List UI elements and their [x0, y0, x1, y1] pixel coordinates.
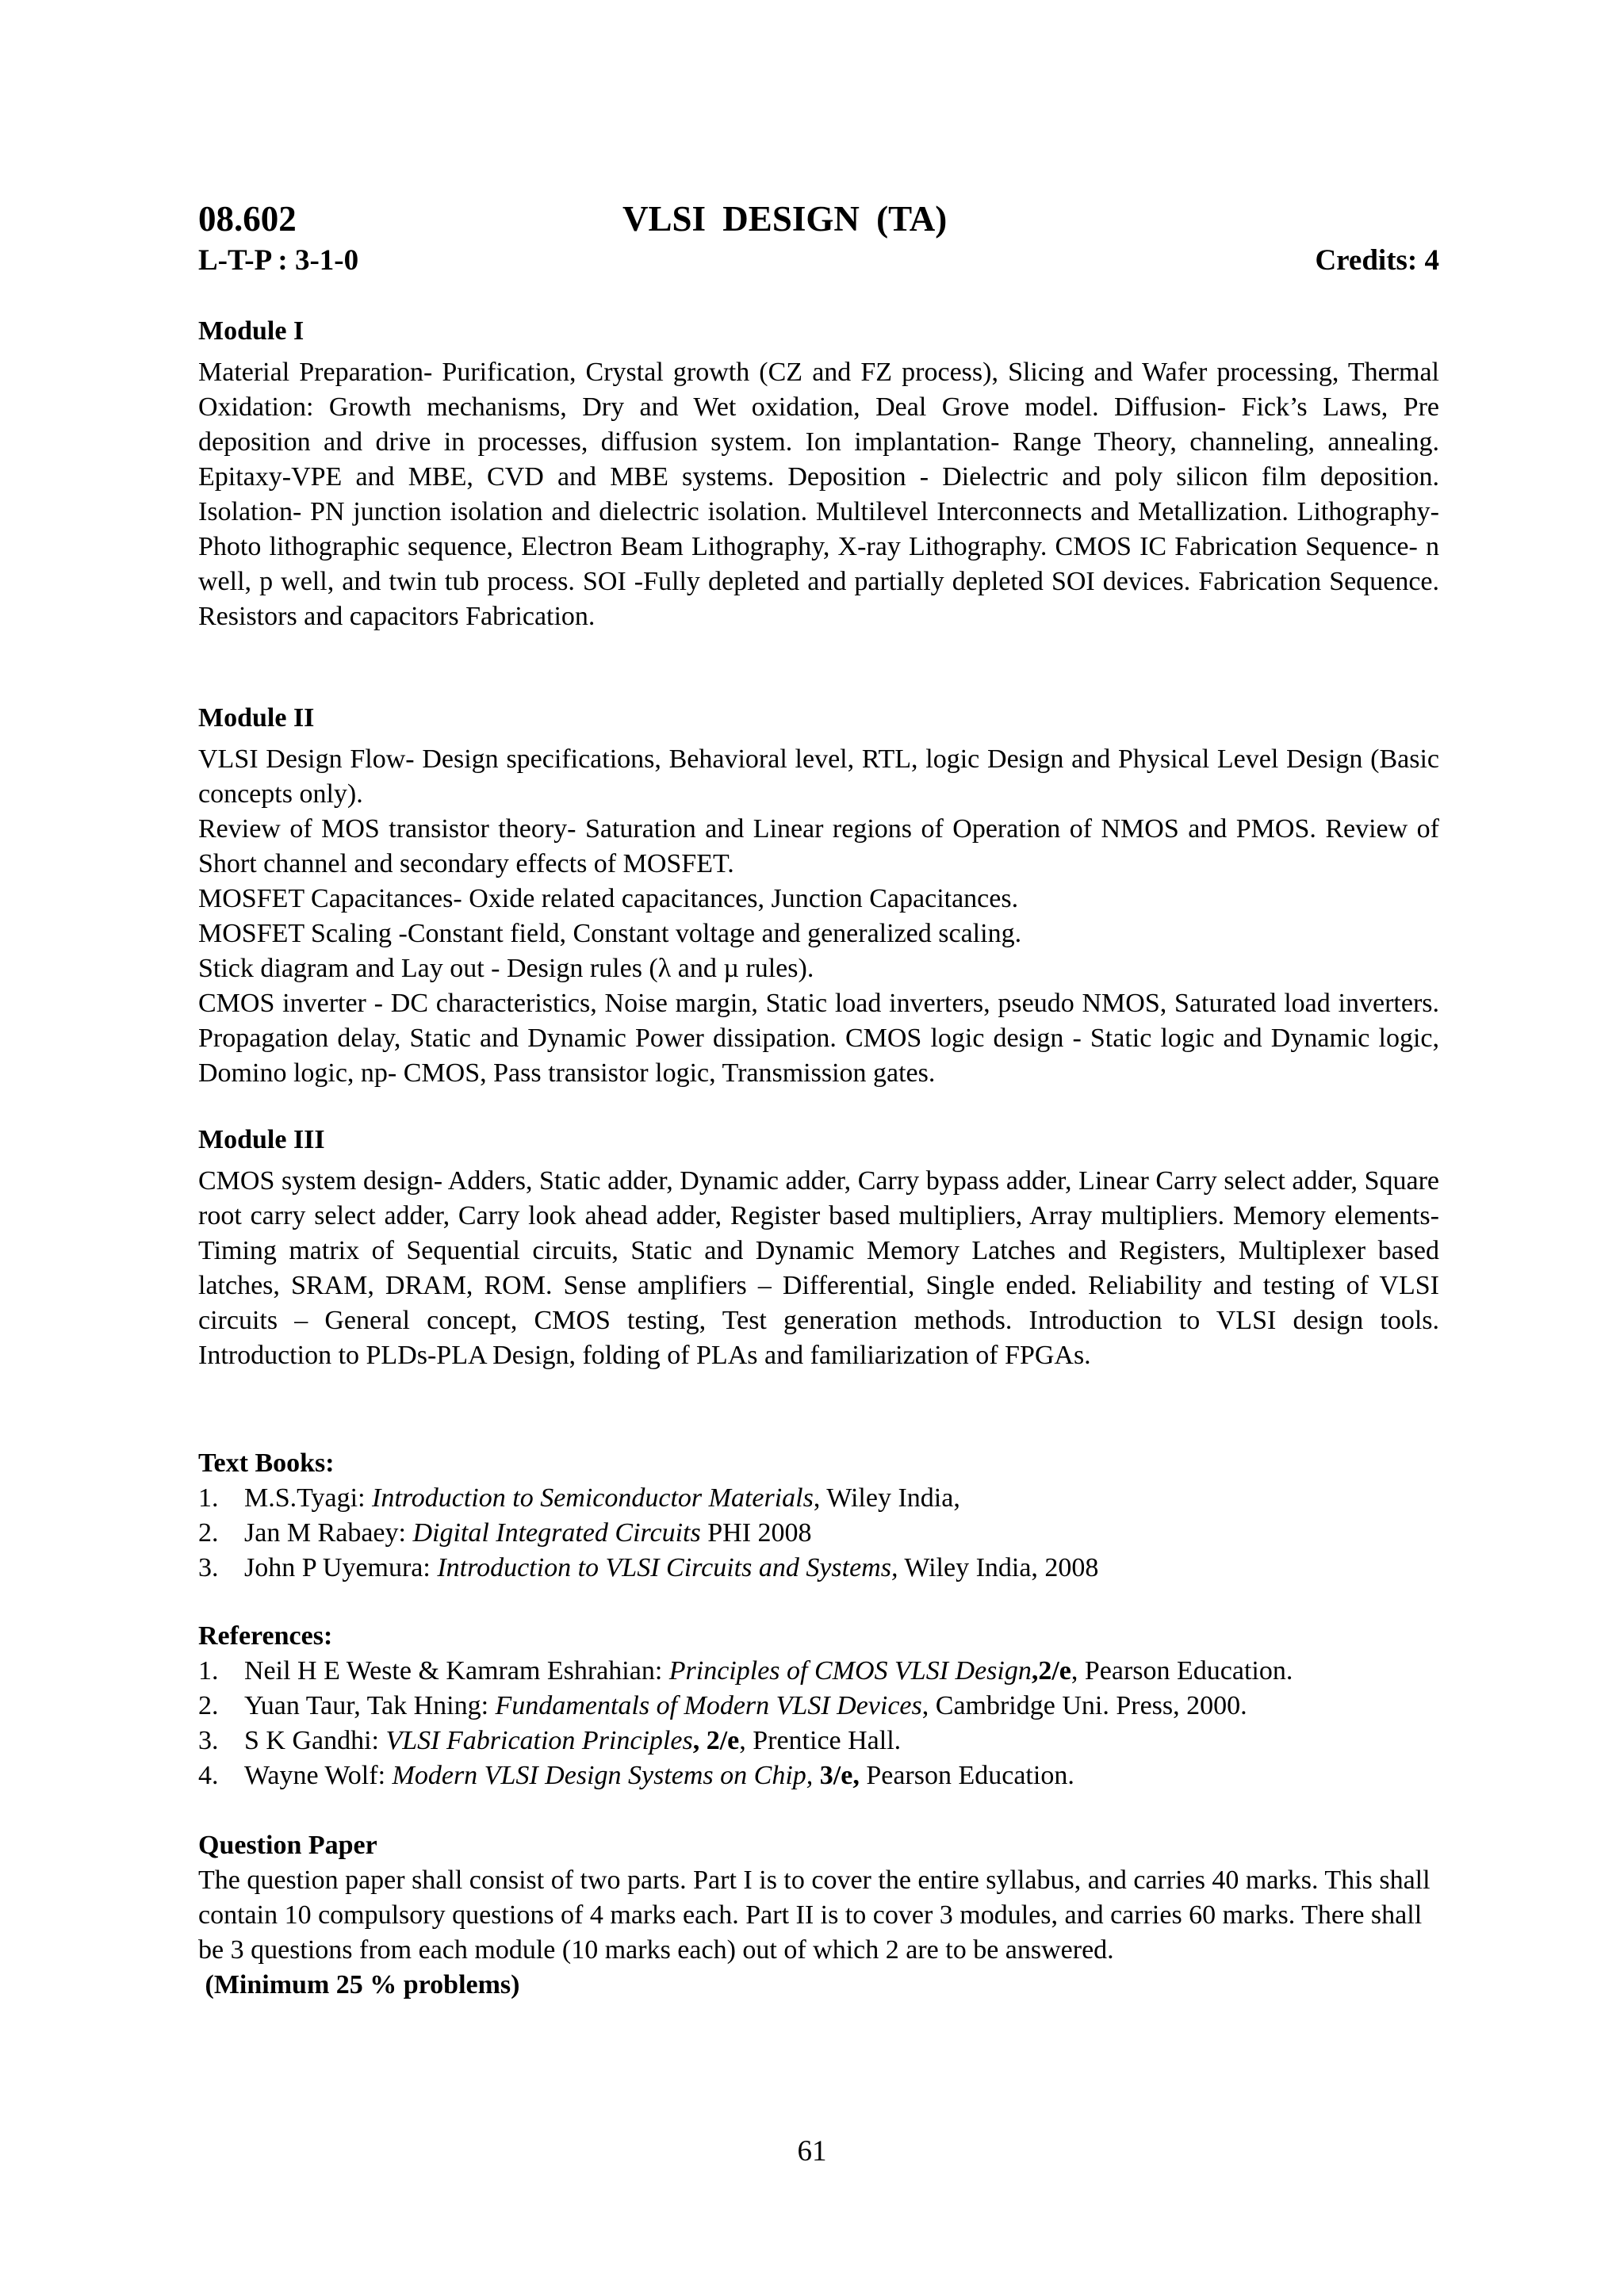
module-2-line: Stick diagram and Lay out - Design rules (λ and µ rules).: [198, 954, 814, 983]
reference-title: Fundamentals of Modern VLSI Devices: [495, 1691, 922, 1720]
text-books-list: [198, 1481, 1439, 1586]
module-2-line: VLSI Design Flow- Design specifications, Behavioral level, RTL, logic Design and Physical Level Design (Basic concepts only).: [198, 744, 1439, 809]
module-2-heading: Module II: [198, 703, 315, 733]
book-title: Introduction to Semiconductor Materials: [372, 1483, 814, 1513]
module-1-heading: Module I: [198, 316, 304, 346]
reference-author: Yuan Taur, Tak Hning:: [244, 1691, 496, 1720]
book-publisher: Wiley India, 2008: [898, 1553, 1099, 1582]
book-author: John P Uyemura:: [244, 1553, 438, 1582]
references-list: [198, 1654, 1439, 1793]
reference-publisher: , Cambridge Uni. Press, 2000.: [921, 1691, 1247, 1720]
module-3-text: CMOS system design- Adders, Static adder, Dynamic adder, Carry bypass adder, Linear Carry select adder, Square root carry select adder, Carry look ahead adder, Register based multipliers, Array multipliers. Memory elements- Timing matrix of Sequential circuits, Static and Dynamic Memory Latches and Registers, Multiplexer based latches, SRAM, DRAM, ROM. Sense amplifiers – Differential, Single ended. Reliability and testing of VLSI circuits – General concept, CMOS testing, Test generation methods. Introduction to VLSI design tools. Introduction to PLDs-PLA Design, folding of PLAs and familiarization of FPGAs.: [198, 1166, 1439, 1370]
module-3-section: [198, 1123, 1439, 1373]
page-number: 61: [797, 2135, 827, 2168]
list-item: [198, 1481, 1439, 1516]
question-paper-heading: Question Paper: [198, 1831, 377, 1860]
reference-publisher: Pearson Education.: [859, 1761, 1074, 1790]
module-2-section: [198, 701, 1439, 1091]
item-number: 1.: [198, 1656, 219, 1686]
references-section: [198, 1619, 1439, 1793]
question-paper-section: [198, 1828, 1439, 2003]
text-books-heading: Text Books:: [198, 1448, 335, 1478]
module-2-line: CMOS inverter - DC characteristics, Noise margin, Static load inverters, pseudo NMOS, Saturated load inverters. Propagation delay, Static and Dynamic Power dissipation. CMOS logic design - Static logic and Dynamic logic, Domino logic, np- CMOS, Pass transistor logic, Transmission gates.: [198, 989, 1439, 1088]
ltp-label: L-T-P : 3-1-0: [198, 244, 359, 277]
reference-publisher: , Prentice Hall.: [739, 1726, 902, 1755]
module-1-text: Material Preparation- Purification, Crystal growth (CZ and FZ process), Slicing and Wafer processing, Thermal Oxidation: Growth mechanisms, Dry and Wet oxidation, Deal Grove model. Diffusion- Fick’s Laws, Pre deposition and drive in processes, diffusion system. Ion implantation- Range Theory, channeling, annealing. Epitaxy-VPE and MBE, CVD and MBE systems. Deposition - Dielectric and poly silicon film deposition. Isolation- PN junction isolation and dielectric isolation. Multilevel Interconnects and Metallization. Lithography- Photo lithographic sequence, Electron Beam Lithography, X-ray Lithography. CMOS IC Fabrication Sequence- n well, p well, and twin tub process. SOI -Fully depleted and partially depleted SOI devices. Fabrication Sequence. Resistors and capacitors Fabrication.: [198, 358, 1439, 631]
reference-author: Neil H E Weste & Kamram Eshrahian:: [244, 1656, 669, 1686]
reference-author: S K Gandhi:: [244, 1726, 386, 1755]
module-2-line: Review of MOS transistor theory- Saturation and Linear regions of Operation of NMOS and PMOS. Review of Short channel and secondary effects of MOSFET.: [198, 814, 1439, 878]
reference-author: Wayne Wolf:: [244, 1761, 393, 1790]
list-item: [198, 1516, 1439, 1551]
item-number: 4.: [198, 1761, 219, 1790]
list-item: [198, 1724, 1439, 1758]
book-title: Digital Integrated Circuits: [412, 1518, 701, 1548]
item-number: 3.: [198, 1553, 219, 1582]
list-item: [198, 1551, 1439, 1586]
reference-edition: ,2/e: [1031, 1656, 1071, 1686]
reference-title: Modern VLSI Design Systems on Chip,: [392, 1761, 814, 1790]
module-2-line: MOSFET Capacitances- Oxide related capacitances, Junction Capacitances.: [198, 884, 1019, 913]
reference-title: Principles of CMOS VLSI Design: [668, 1656, 1032, 1686]
references-heading: References:: [198, 1621, 333, 1651]
course-code: 08.602: [198, 199, 297, 239]
list-item: [198, 1758, 1439, 1793]
reference-title: VLSI Fabrication Principles: [385, 1726, 693, 1755]
list-item: [198, 1689, 1439, 1724]
credits-label: Credits: 4: [1315, 244, 1439, 277]
book-author: Jan M Rabaey:: [244, 1518, 413, 1548]
module-1-section: [198, 314, 1439, 634]
module-2-line: MOSFET Scaling -Constant field, Constant voltage and generalized scaling.: [198, 919, 1022, 948]
book-author: M.S.Tyagi:: [244, 1483, 373, 1513]
item-number: 1.: [198, 1483, 219, 1513]
item-number: 2.: [198, 1518, 219, 1548]
question-paper-note: (Minimum 25 % problems): [198, 1970, 520, 1999]
module-3-heading: Module III: [198, 1125, 325, 1154]
book-publisher: PHI 2008: [700, 1518, 812, 1548]
text-books-section: [198, 1446, 1439, 1586]
reference-publisher: , Pearson Education.: [1071, 1656, 1293, 1686]
item-number: 2.: [198, 1691, 219, 1720]
question-paper-text: The question paper shall consist of two parts. Part I is to cover the entire syllabus, and carries 40 marks. This shall contain 10 compulsory questions of 4 marks each. Part II is to cover 3 modules, and carries 60 marks. There shall be 3 questions from each module (10 marks each) out of which 2 are to be answered.: [198, 1866, 1431, 1965]
reference-edition: , 2/e: [692, 1726, 740, 1755]
reference-edition: 3/e,: [813, 1761, 860, 1790]
course-title: VLSI DESIGN (TA): [622, 199, 948, 239]
book-title: Introduction to VLSI Circuits and Systems,: [437, 1553, 898, 1582]
item-number: 3.: [198, 1726, 219, 1755]
list-item: [198, 1654, 1439, 1689]
book-publisher: , Wiley India,: [813, 1483, 960, 1513]
